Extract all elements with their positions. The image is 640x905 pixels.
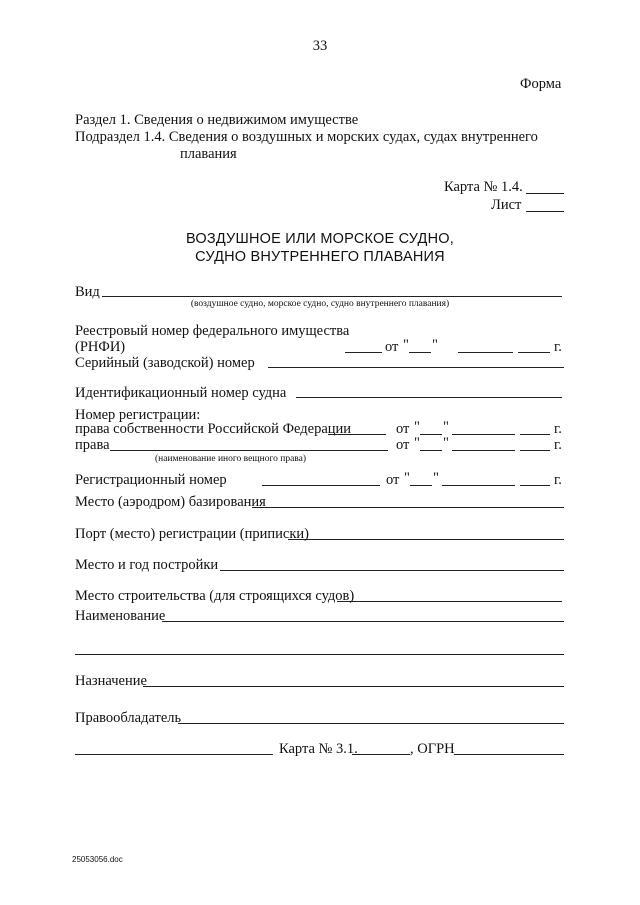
subsection-heading-line2: плавания bbox=[180, 146, 237, 162]
port-field[interactable] bbox=[288, 539, 564, 540]
type-field[interactable] bbox=[102, 296, 562, 297]
registry-quote-open: " bbox=[403, 337, 409, 353]
form-title-line2-text: СУДНО ВНУТРЕННЕГО ПЛАВАНИЯ bbox=[195, 249, 445, 265]
right-hint: (наименование иного вещного права) bbox=[155, 454, 307, 464]
registry-number-field[interactable] bbox=[345, 352, 382, 353]
form-label: Форма bbox=[520, 76, 562, 92]
built-label: Место и год постройки bbox=[75, 557, 219, 573]
ownership-number-field[interactable] bbox=[328, 434, 386, 435]
construction-field[interactable] bbox=[337, 601, 562, 602]
purpose-field[interactable] bbox=[143, 686, 564, 687]
purpose-label: Назначение bbox=[75, 673, 147, 689]
ogrn-field[interactable] bbox=[454, 754, 564, 755]
registry-quote-close: " bbox=[432, 337, 438, 353]
vessel-id-label: Идентификационный номер судна bbox=[75, 385, 287, 401]
ownership-date-from: от bbox=[396, 421, 410, 437]
right-day-field[interactable] bbox=[420, 450, 442, 451]
serial-label: Серийный (заводской) номер bbox=[75, 355, 255, 371]
right-date-from: от bbox=[396, 437, 410, 453]
type-hint-text: (воздушное судно, морское судно, судно внутреннего плавания) bbox=[190, 299, 450, 309]
reg-month-field[interactable] bbox=[442, 485, 515, 486]
form-title-line1 bbox=[0, 231, 640, 248]
form-title-line2 bbox=[0, 249, 640, 266]
subsection-heading-line1: Подраздел 1.4. Сведения о воздушных и морских судах, судах внутреннего bbox=[75, 129, 538, 145]
registry-label-1: Реестровый номер федерального имущества bbox=[75, 323, 350, 339]
reg-number-label: Регистрационный номер bbox=[75, 472, 227, 488]
type-label: Вид bbox=[75, 284, 100, 300]
ogrn-label: , ОГРН bbox=[410, 741, 455, 757]
serial-field[interactable] bbox=[268, 367, 564, 368]
card31-label: Карта № 3.1. bbox=[279, 741, 358, 757]
reg-year-suffix: г. bbox=[554, 472, 562, 488]
registry-date-from: от bbox=[385, 339, 399, 355]
registry-label-2: (РНФИ) bbox=[75, 339, 126, 355]
reg-year-field[interactable] bbox=[520, 485, 550, 486]
vessel-id-field[interactable] bbox=[296, 397, 562, 398]
registry-day-field[interactable] bbox=[409, 352, 431, 353]
sheet-label: Лист bbox=[491, 197, 522, 213]
port-label: Порт (место) регистрации (приписки) bbox=[75, 526, 309, 542]
footer-filename: 25053056.doc bbox=[72, 855, 123, 864]
type-hint bbox=[0, 299, 640, 310]
ownership-quote-open: " bbox=[414, 419, 420, 435]
registration-label: Номер регистрации: bbox=[75, 407, 201, 423]
right-year-suffix: г. bbox=[554, 437, 562, 453]
reg-quote-close: " bbox=[433, 470, 439, 486]
ownership-day-field[interactable] bbox=[420, 434, 442, 435]
registry-month-field[interactable] bbox=[458, 352, 513, 353]
ownership-quote-close: " bbox=[443, 419, 449, 435]
construction-label: Место строительства (для строящихся судов) bbox=[75, 588, 355, 604]
built-field[interactable] bbox=[220, 570, 564, 571]
holder-extra-field[interactable] bbox=[75, 754, 273, 755]
page-number-text: 33 bbox=[312, 38, 328, 54]
ownership-year-field[interactable] bbox=[520, 434, 550, 435]
section-heading: Раздел 1. Сведения о недвижимом имуществе bbox=[75, 112, 359, 128]
base-field[interactable] bbox=[252, 507, 564, 508]
right-label: права bbox=[75, 437, 110, 453]
card-number-field[interactable] bbox=[526, 193, 564, 194]
holder-label: Правообладатель bbox=[75, 710, 182, 726]
base-label: Место (аэродром) базирования bbox=[75, 494, 266, 510]
name-field-line2[interactable] bbox=[75, 654, 564, 655]
right-name-field[interactable] bbox=[110, 450, 388, 451]
holder-field[interactable] bbox=[178, 723, 564, 724]
right-year-field[interactable] bbox=[520, 450, 550, 451]
registry-year-field[interactable] bbox=[518, 352, 550, 353]
reg-number-field[interactable] bbox=[262, 485, 380, 486]
ownership-month-field[interactable] bbox=[452, 434, 515, 435]
card-number-label: Карта № 1.4. bbox=[444, 179, 523, 195]
page-number bbox=[0, 38, 640, 55]
name-label: Наименование bbox=[75, 608, 166, 624]
registry-year-suffix: г. bbox=[554, 339, 562, 355]
name-field-line1[interactable] bbox=[162, 621, 564, 622]
reg-day-field[interactable] bbox=[410, 485, 432, 486]
right-quote-close: " bbox=[443, 435, 449, 451]
sheet-field[interactable] bbox=[526, 211, 564, 212]
card31-field[interactable] bbox=[352, 754, 410, 755]
reg-date-from: от bbox=[386, 472, 400, 488]
right-quote-open: " bbox=[414, 435, 420, 451]
form-title-line1-text: ВОЗДУШНОЕ ИЛИ МОРСКОЕ СУДНО, bbox=[186, 231, 454, 247]
ownership-year-suffix: г. bbox=[554, 421, 562, 437]
ownership-label: права собственности Российской Федерации bbox=[75, 421, 352, 437]
right-month-field[interactable] bbox=[452, 450, 515, 451]
reg-quote-open: " bbox=[404, 470, 410, 486]
